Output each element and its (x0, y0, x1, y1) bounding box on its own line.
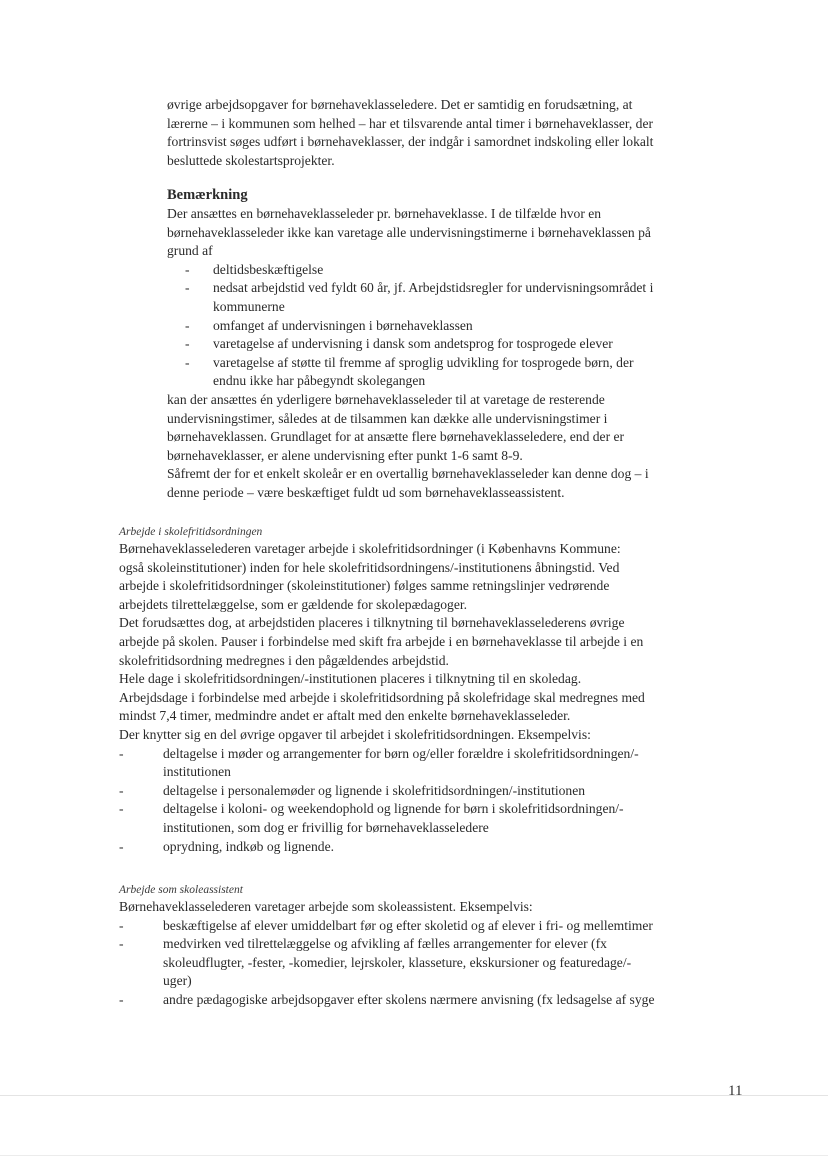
section-heading: Arbejde som skoleassistent (119, 884, 243, 896)
list-line: institutionen, som dog er frivillig for børnehaveklasseledere (163, 819, 489, 835)
dash-bullet: - (185, 280, 190, 296)
list-line: institutionen (163, 764, 231, 780)
list-item (119, 838, 769, 857)
dash-bullet: - (185, 317, 190, 333)
text-line: denne periode – være beskæftiget fuldt ud som børnehaveklasseassistent. (167, 484, 565, 500)
bottom-divider (0, 1155, 828, 1156)
text-line: undervisningstimer, således at de tilsammen kan dække alle undervisningstimer i (167, 410, 608, 426)
dash-bullet: - (119, 936, 124, 952)
list-line: medvirken ved tilrettelæggelse og afvikling af fælles arrangementer for elever (fx (163, 936, 607, 952)
list-line: oprydning, indkøb og lignende. (163, 838, 335, 854)
sfo-paragraph (119, 540, 769, 745)
list-item (167, 317, 767, 336)
assistent-list (119, 917, 769, 1010)
assistent-section (119, 882, 769, 1010)
list-item (119, 800, 769, 837)
dash-bullet: - (119, 991, 124, 1007)
list-item (167, 354, 767, 391)
text-line: arbejdets tilrettelæggelse, som er gældende for skolepædagoger. (119, 596, 468, 612)
list-line: uger) (163, 973, 192, 989)
dash-bullet: - (185, 261, 190, 277)
text-line: Såfremt der for et enkelt skoleår er en overtallig børnehaveklasseleder kan denne dog – i (167, 466, 649, 482)
list-line: kommunerne (213, 298, 285, 314)
bemaerkning-outro (167, 391, 767, 503)
bemaerkning-intro (167, 205, 767, 261)
text-line: også skoleinstitutioner) inden for hele skolefritidsordningens/-institutionens åbningstid. Ved (119, 559, 620, 575)
sfo-section (119, 524, 769, 856)
list-line: beskæftigelse af elever umiddelbart før og efter skoletid og af elever i fri- og mellemtimer (163, 917, 653, 933)
dash-bullet: - (185, 336, 190, 352)
text-line: lærerne – i kommunen som helhed – har et tilsvarende antal timer i børnehaveklasser, der (167, 115, 654, 131)
dash-bullet: - (119, 745, 124, 761)
list-line: varetagelse af støtte til fremme af sproglig udvikling for tosprogede børn, der (213, 354, 634, 370)
intro-paragraph (167, 96, 767, 170)
list-item (119, 782, 769, 801)
list-line: deltagelse i koloni- og weekendophold og lignende for børn i skolefritidsordningen/- (163, 801, 624, 817)
list-item (167, 279, 767, 316)
list-line: nedsat arbejdstid ved fyldt 60 år, jf. Arbejdstidsregler for undervisningsområdet i (213, 280, 654, 296)
list-line: deltagelse i personalemøder og lignende i skolefritidsordningen/-institutionen (163, 782, 586, 798)
text-line: børnehaveklassen. Grundlaget for at ansætte flere børnehaveklasseledere, end der er (167, 429, 625, 445)
dash-bullet: - (185, 354, 190, 370)
section-heading: Arbejde i skolefritidsordningen (119, 526, 263, 538)
text-line: arbejde på skolen. Pauser i forbindelse med skift fra arbejde i en børnehaveklasse til arbejde i en (119, 633, 644, 649)
list-item (119, 991, 769, 1010)
text-line: besluttede skolestartsprojekter. (167, 152, 335, 168)
text-line: Der ansættes en børnehaveklasseleder pr. børnehaveklasse. I de tilfælde hvor en (167, 206, 602, 221)
text-line: kan der ansættes én yderligere børnehaveklasseleder til at varetage de resterende (167, 391, 605, 407)
section-heading: Bemærkning (167, 187, 248, 203)
text-line: øvrige arbejdsopgaver for børnehaveklasseledere. Det er samtidig en forudsætning, at (167, 97, 633, 112)
bemaerkning-list (167, 261, 767, 391)
list-item (167, 261, 767, 280)
list-line: skoleudflugter, -fester, -komedier, lejrskoler, klasseture, ekskursioner og featuredage/- (163, 954, 632, 970)
text-line: Børnehaveklasselederen varetager arbejde i skolefritidsordninger (i Københavns Kommune: (119, 541, 621, 556)
list-line: endnu ikke har påbegyndt skolegangen (213, 373, 426, 389)
list-item (119, 935, 769, 991)
list-item (119, 745, 769, 782)
assistent-paragraph (119, 898, 769, 917)
text-line: børnehaveklasseleder ikke kan varetage alle undervisningstimerne i børnehaveklassen på (167, 224, 651, 240)
bemaerkning-section (167, 186, 767, 503)
text-line: fortrinsvist søges udført i børnehaveklasser, der indgår i samordnet indskoling eller lokalt (167, 134, 654, 150)
text-line: Børnehaveklasselederen varetager arbejde som skoleassistent. Eksempelvis: (119, 899, 533, 914)
text-line: Hele dage i skolefritidsordningen/-institutionen placeres i tilknytning til en skoledag. (119, 671, 582, 687)
list-item (119, 917, 769, 936)
list-item (167, 335, 767, 354)
text-line: Arbejdsdage i forbindelse med arbejde i skolefritidsordning på skolefridage skal medregnes med (119, 689, 645, 705)
text-line: Det forudsættes dog, at arbejdstiden placeres i tilknytning til børnehaveklasselederens øvrige (119, 615, 625, 631)
dash-bullet: - (119, 801, 124, 817)
dash-bullet: - (119, 838, 124, 854)
dash-bullet: - (119, 782, 124, 798)
text-line: arbejde i skolefritidsordninger (skoleinstitutioner) følges samme retningslinjer vedrørende (119, 578, 610, 594)
dash-bullet: - (119, 917, 124, 933)
list-line: omfanget af undervisningen i børnehaveklassen (213, 317, 473, 333)
list-line: deltidsbeskæftigelse (213, 261, 324, 277)
text-line: børnehaveklasser, er alene undervisning efter punkt 1-6 samt 8-9. (167, 447, 523, 463)
text-line: grund af (167, 243, 213, 259)
page-number: 11 (728, 1083, 743, 1099)
text-line: skolefritidsordning medregnes i den pågældendes arbejdstid. (119, 652, 449, 668)
list-line: andre pædagogiske arbejdsopgaver efter skolens nærmere anvisning (fx ledsagelse af syge (163, 991, 655, 1007)
footer-divider (0, 1095, 828, 1096)
text-line: mindst 7,4 timer, medmindre andet er aftalt med den enkelte børnehaveklasseleder. (119, 708, 571, 724)
sfo-list (119, 745, 769, 857)
text-line: Der knytter sig en del øvrige opgaver til arbejdet i skolefritidsordningen. Eksempelvis: (119, 726, 591, 742)
list-line: varetagelse af undervisning i dansk som andetsprog for tosprogede elever (213, 336, 613, 352)
list-line: deltagelse i møder og arrangementer for børn og/eller forældre i skolefritidsordningen/- (163, 745, 639, 761)
